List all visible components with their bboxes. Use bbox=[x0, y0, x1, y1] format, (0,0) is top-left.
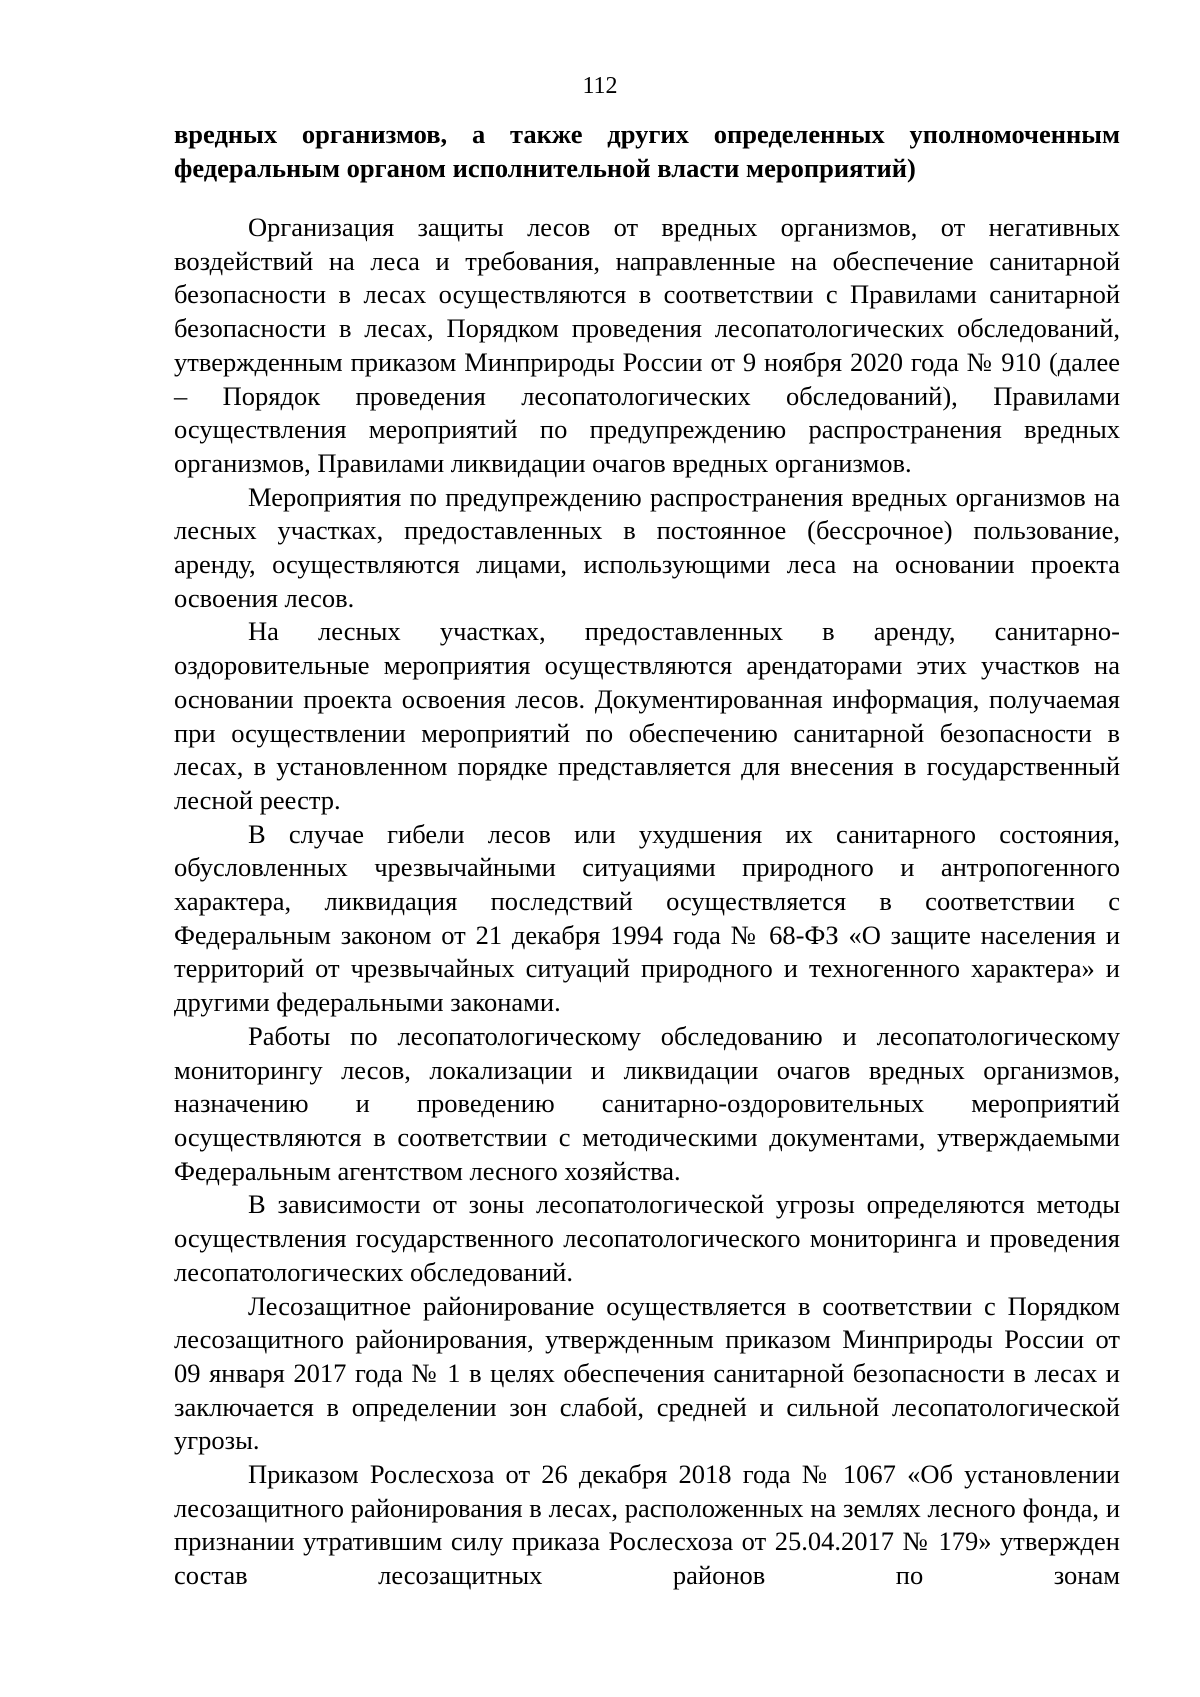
paragraph: В случае гибели лесов или ухудшения их санитарного состояния, обусловленных чрезвычайными ситуациями природного и антропогенного характера, ликвидация последствий осуществляется в соответствии с Федеральным законом от 21 декабря 1994 года № 68-ФЗ «О защите населения и территорий от чрезвычайных ситуаций природного и техногенного характера» и другими федеральными законами. bbox=[174, 818, 1120, 1018]
page-body bbox=[174, 118, 1120, 1593]
paragraph: Мероприятия по предупреждению распространения вредных организмов на лесных участках, предоставленных в постоянное (бессрочное) пользование, аренду, осуществляются лицами, использующими леса на основании проекта освоения лесов. bbox=[174, 481, 1120, 613]
section-heading-continuation: вредных организмов, а также других определенных уполномоченным федеральным органом исполнительной власти мероприятий) bbox=[174, 119, 1120, 183]
paragraph: На лесных участках, предоставленных в аренду, санитарно-оздоровительные мероприятия осуществляются арендаторами этих участков на основании проекта освоения лесов. Документированная информация, получаемая при осуществлении мероприятий по обеспечению санитарной безопасности в лесах, в установленном порядке представляется для внесения в государственный лесной реестр. bbox=[174, 616, 1120, 815]
paragraph: Работы по лесопатологическому обследованию и лесопатологическому мониторингу лесов, локализации и ликвидации очагов вредных организмов, назначению и проведению санитарно-оздоровительных мероприятий осуществляются в соответствии с методическими документами, утверждаемыми Федеральным агентством лесного хозяйства. bbox=[174, 1020, 1120, 1186]
page-number: 112 bbox=[582, 73, 618, 99]
paragraph: Лесозащитное районирование осуществляется в соответствии с Порядком лесозащитного районирования, утвержденным приказом Минприроды России от 09 января 2017 года № 1 в целях обеспечения санитарной безопасности в лесах и заключается в определении зон слабой, средней и сильной лесопатологической угрозы. bbox=[174, 1290, 1120, 1456]
paragraph: Приказом Рослесхоза от 26 декабря 2018 года № 1067 «Об установлении лесозащитного районирования в лесах, расположенных на землях лесного фонда, и признании утратившим силу приказа Рослесхоза от 25.04.2017 № 179» утвержден состав лесозащитных районов по зонам bbox=[174, 1459, 1120, 1591]
paragraph: В зависимости от зоны лесопатологической угрозы определяются методы осуществления государственного лесопатологического мониторинга и проведения лесопатологических обследований. bbox=[174, 1189, 1120, 1287]
paragraph: Организация защиты лесов от вредных организмов, от негативных воздействий на леса и требования, направленные на обеспечение санитарной безопасности в лесах осуществляются в соответствии с Правилами санитарной безопасности в лесах, Порядком проведения лесопатологических обследований, утвержденным приказом Минприроды России от 9 ноября 2020 года № 910 (далее – Порядок проведения лесопатологических обследований), Правилами осуществления мероприятий по предупреждению распространения вредных организмов, Правилами ликвидации очагов вредных организмов. bbox=[174, 212, 1120, 478]
